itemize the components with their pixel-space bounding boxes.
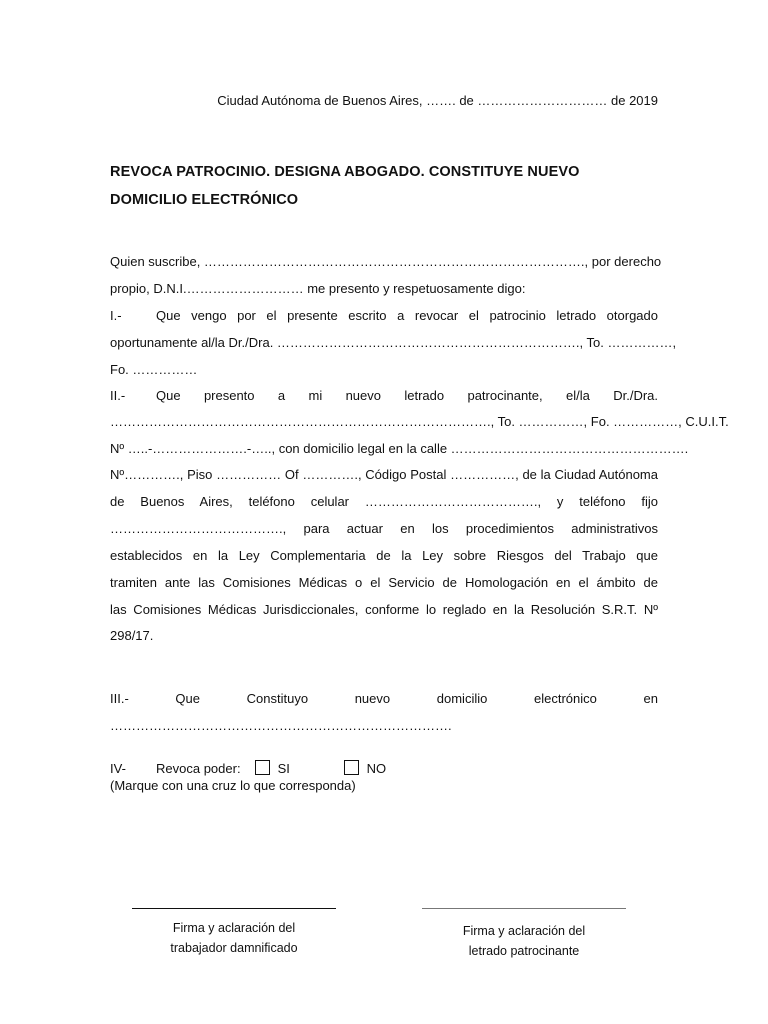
- signature-caption-lawyer: [414, 921, 634, 961]
- signature-caption-worker: [132, 918, 336, 958]
- item-2-line-5: de Buenos Aires, teléfono celular …………………………………., y teléfono fijo: [110, 494, 658, 509]
- item-3-word: electrónico: [533, 691, 597, 706]
- item-3-word: domicilio: [436, 691, 488, 706]
- item-3-word: en: [643, 691, 658, 706]
- signature-caption-worker-line-1: Firma y aclaración del: [172, 921, 296, 935]
- item-2-line-1: [110, 383, 658, 409]
- item-2-line-7: establecidos en la Ley Complementaria de la Ley sobre Riesgos del Trabajo que: [110, 548, 658, 563]
- signature-caption-lawyer-line-1: Firma y aclaración del: [462, 924, 586, 938]
- intro-line-1: Quien suscribe, ……………………………………………………………………………., por derecho: [110, 254, 662, 269]
- item-1-text: Que vengo por el presente escrito a revocar el patrocinio letrado otorgado: [156, 308, 658, 323]
- item-1-number: I.-: [110, 308, 122, 323]
- item-2-line-2: ……………………………………………………………………………., To. ……………, Fo. ……………, C.U.I.T.: [110, 414, 729, 429]
- item-3-word: Constituyo: [246, 691, 309, 706]
- signature-line-worker: [132, 908, 336, 909]
- checkbox-no[interactable]: [344, 760, 359, 775]
- signature-caption-lawyer-line-2: letrado patrocinante: [468, 944, 580, 958]
- document-title: REVOCA PATROCINIO. DESIGNA ABOGADO. CONSTITUYE NUEVO DOMICILIO ELECTRÓNICO: [110, 164, 580, 208]
- checkbox-si-label: SI: [277, 761, 290, 776]
- checkbox-no-label: NO: [366, 761, 387, 776]
- item-2-line-6: …………………………………., para actuar en los procedimientos administrativos: [110, 521, 658, 536]
- item-2-line-9: las Comisiones Médicas Jurisdiccionales, conforme lo reglado en la Resolución S.R.T. Nº: [110, 602, 658, 617]
- item-3-number: III.-: [110, 691, 129, 706]
- checkbox-si[interactable]: [255, 760, 270, 775]
- item-3-line-1: [110, 686, 658, 712]
- revoca-poder-label: Revoca poder:: [156, 761, 241, 776]
- item-2-line-3: Nº …..-………………….-….., con domicilio legal en la calle ……………………………………………….: [110, 441, 689, 456]
- item-3-word: nuevo: [354, 691, 391, 706]
- signature-line-lawyer: [422, 908, 626, 909]
- item-2-line-8: tramiten ante las Comisiones Médicas o el Servicio de Homologación en el ámbito de: [110, 575, 658, 590]
- item-2-number: II.-: [110, 388, 126, 403]
- item-2-text: Que presento a mi nuevo letrado patrocinante, el/la Dr./Dra.: [156, 388, 658, 403]
- item-4-number: IV-: [110, 761, 126, 776]
- item-2-line-4: Nº…………., Piso …………… Of …………., Código Postal ……………, de la Ciudad Autónoma: [110, 467, 658, 482]
- signature-caption-worker-line-2: trabajador damnificado: [170, 941, 298, 955]
- item-4-note: (Marque con una cruz lo que corresponda): [110, 778, 356, 793]
- date-line: Ciudad Autónoma de Buenos Aires, ……. de ………………………… de 2019: [217, 93, 658, 108]
- item-1-line-3: Fo. ……………: [110, 362, 198, 377]
- item-3-word: Que: [175, 691, 200, 706]
- item-1-line-2: oportunamente al/la Dr./Dra. ……………………………………………………………., To. ……………,: [110, 335, 677, 350]
- item-2-line-10: 298/17.: [110, 628, 154, 643]
- item-1-line-1: [110, 303, 658, 329]
- intro-line-2: propio, D.N.I.……………………… me presento y respetuosamente digo:: [110, 281, 526, 296]
- item-3-line-2: …………………………………………………………………….: [110, 718, 452, 733]
